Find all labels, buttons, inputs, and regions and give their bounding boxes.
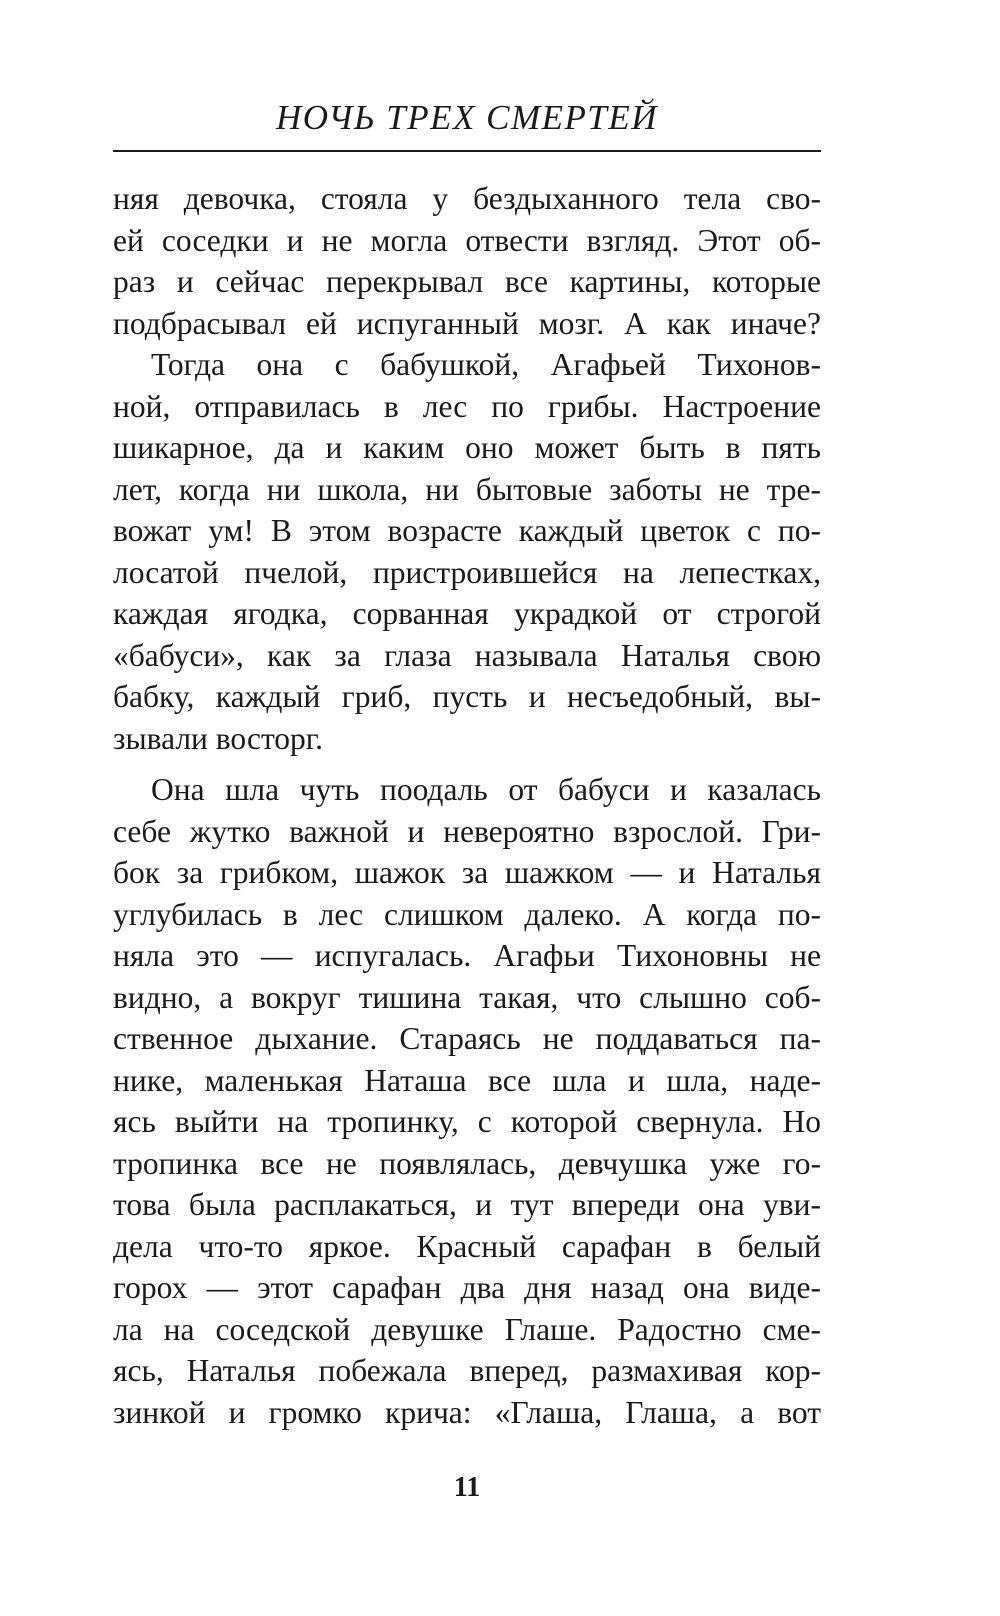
text-line: тропинка все не появлялась, девчушка уже го- (113, 1145, 821, 1181)
text-line: зывали восторг. (113, 720, 324, 756)
page-body (113, 178, 821, 1433)
text-line: углубилась в лес слишком далеко. А когда по- (113, 896, 821, 932)
text-line: ей соседки и не могла отвести взгляд. Этот об- (113, 222, 821, 258)
text-line: лет, когда ни школа, ни бытовые заботы не тре- (113, 471, 821, 507)
text-line: ясь, Наталья побежала вперед, размахивая кор- (113, 1353, 821, 1388)
page-number: 11 (453, 1472, 481, 1503)
text-line: каждая ягодка, сорванная украдкой от строгой (113, 596, 821, 631)
text-line: ственное дыхание. Стараясь не поддаваться па- (113, 1021, 821, 1056)
text-line: видно, а вокруг тишина такая, что слышно соб- (113, 979, 821, 1015)
text-line: Она шла чуть поодаль от бабуси и казалась (151, 772, 821, 807)
text-line: ной, отправилась в лес по грибы. Настроение (113, 388, 821, 424)
text-line: Тогда она с бабушкой, Агафьей Тихонов- (151, 347, 821, 382)
text-line: бок за грибком, шажок за шажком — и Наталья (113, 855, 821, 890)
running-header-title: НОЧЬ ТРЕХ СМЕРТЕЙ (276, 98, 658, 137)
paragraph-gap (113, 759, 821, 769)
text-line: подбрасывал ей испуганный мозг. А как иначе? (113, 305, 821, 341)
text-line: няя девочка, стояла у бездыханного тела сво- (113, 181, 821, 216)
text-line: вожат ум! В этом возрасте каждый цветок с по- (113, 513, 821, 548)
text-line: себе жутко важной и невероятно взрослой. Гри- (113, 813, 821, 849)
text-line: горох — этот сарафан два дня назад она виде- (113, 1270, 821, 1305)
text-line: шикарное, да и каким оно может быть в пять (113, 430, 821, 465)
text-line: ясь выйти на тропинку, с которой свернула. Но (113, 1104, 821, 1139)
text-line: нике, маленькая Наташа все шла и шла, наде- (113, 1062, 821, 1098)
text-line: това была расплакаться, и тут впереди она уви- (113, 1187, 821, 1222)
text-line: няла это — испугалась. Агафьи Тихоновны не (113, 938, 821, 973)
paragraph-3 (113, 769, 821, 1433)
paragraph-1 (113, 178, 821, 344)
text-line: «бабуси», как за глаза называла Наталья свою (113, 637, 821, 673)
text-line: раз и сейчас перекрывал все картины, которые (113, 264, 821, 299)
text-line: дела что-то яркое. Красный сарафан в белый (113, 1228, 821, 1264)
paragraph-2 (113, 344, 821, 759)
header-divider (113, 150, 821, 152)
text-line: ла на соседской девушке Глаше. Радостно сме- (113, 1311, 821, 1347)
text-line: зинкой и громко крича: «Глаша, Глаша, а вот (113, 1394, 821, 1430)
text-line: лосатой пчелой, пристроившейся на лепестках, (113, 554, 821, 590)
text-line: бабку, каждый гриб, пусть и несъедобный, вы- (113, 679, 821, 714)
